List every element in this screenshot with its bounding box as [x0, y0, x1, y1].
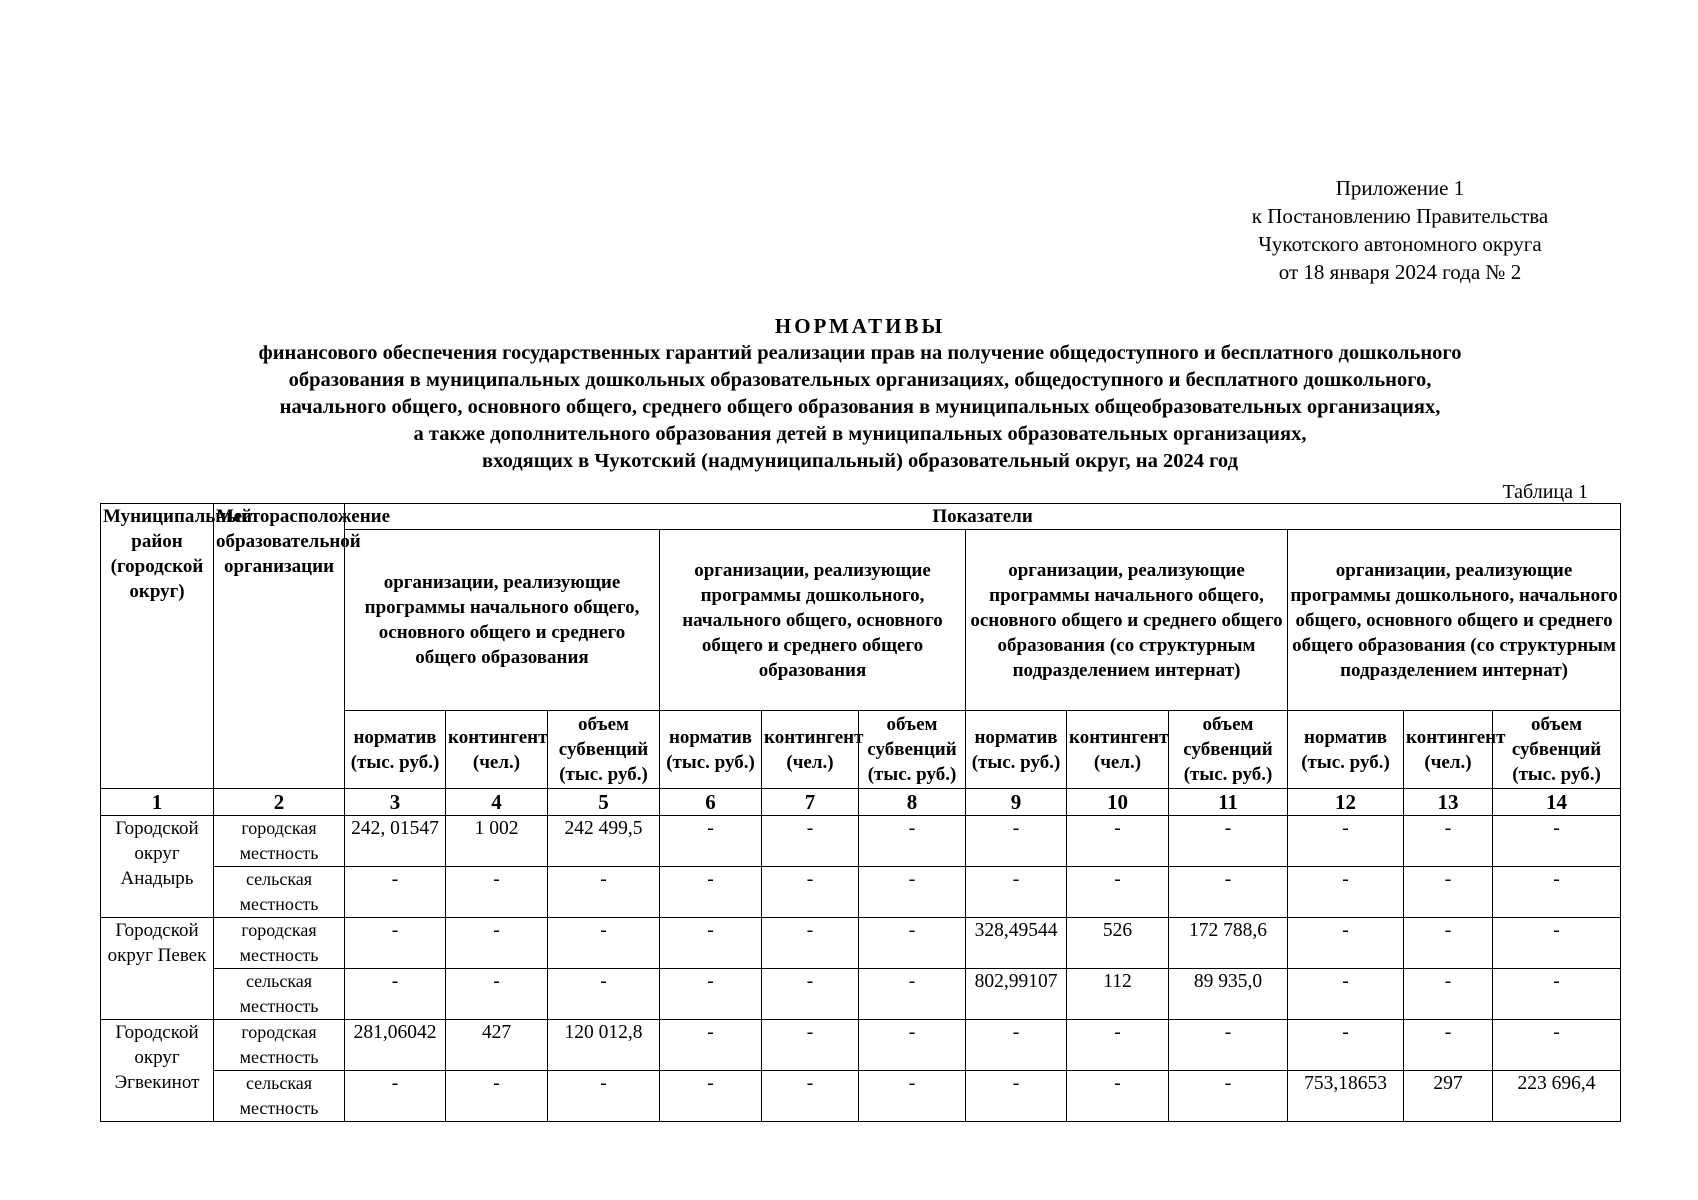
value-cell: -: [1404, 816, 1493, 867]
header-group: организации, реализующие программы начального общего, основного общего и среднего общего образования: [345, 530, 660, 711]
header-volume: объем субвенций (тыс. руб.): [1169, 711, 1288, 789]
header-norm: норматив (тыс. руб.): [345, 711, 446, 789]
value-cell: -: [660, 1071, 762, 1122]
table-row: [101, 1020, 1621, 1071]
value-cell: -: [762, 867, 859, 918]
header-contingent: контингент (чел.): [446, 711, 548, 789]
value-cell: -: [345, 969, 446, 1020]
value-cell: -: [660, 969, 762, 1020]
column-number: 14: [1493, 789, 1621, 816]
header-norm: норматив (тыс. руб.): [1288, 711, 1404, 789]
header-municipality: Муниципальный район (городской округ): [101, 504, 214, 789]
location-cell: сельская местность: [214, 1071, 345, 1122]
column-numbers-row: [101, 789, 1621, 816]
table-label: Таблица 1: [1502, 481, 1588, 503]
header-volume: объем субвенций (тыс. руб.): [859, 711, 966, 789]
value-cell: -: [762, 969, 859, 1020]
value-cell: -: [1288, 969, 1404, 1020]
value-cell: -: [345, 918, 446, 969]
value-cell: -: [1067, 816, 1169, 867]
value-cell: -: [859, 1020, 966, 1071]
value-cell: -: [859, 969, 966, 1020]
document-title: НОРМАТИВЫ: [774, 314, 946, 338]
value-cell: -: [859, 1071, 966, 1122]
value-cell: -: [859, 918, 966, 969]
appendix-line: к Постановлению Правительства: [1251, 204, 1549, 228]
header-group: организации, реализующие программы дошкольного, начального общего, основного общего и среднего общего образования (со структурным подразделением интернат): [1288, 530, 1621, 711]
value-cell: -: [548, 867, 660, 918]
header-contingent: контингент (чел.): [1067, 711, 1169, 789]
value-cell: 1 002: [446, 816, 548, 867]
value-cell: -: [966, 816, 1067, 867]
header-norm: норматив (тыс. руб.): [966, 711, 1067, 789]
value-cell: -: [966, 1020, 1067, 1071]
value-cell: -: [762, 816, 859, 867]
column-number: 4: [446, 789, 548, 816]
value-cell: 297: [1404, 1071, 1493, 1122]
value-cell: -: [1169, 867, 1288, 918]
value-cell: 172 788,6: [1169, 918, 1288, 969]
location-cell: городская местность: [214, 918, 345, 969]
value-cell: -: [1169, 816, 1288, 867]
value-cell: -: [1404, 867, 1493, 918]
value-cell: -: [660, 816, 762, 867]
column-number: 5: [548, 789, 660, 816]
value-cell: 427: [446, 1020, 548, 1071]
value-cell: 526: [1067, 918, 1169, 969]
header-norm: норматив (тыс. руб.): [660, 711, 762, 789]
column-number: 10: [1067, 789, 1169, 816]
value-cell: -: [548, 1071, 660, 1122]
norms-table: [100, 503, 1621, 1122]
column-number: 7: [762, 789, 859, 816]
column-number: 6: [660, 789, 762, 816]
column-number: 12: [1288, 789, 1404, 816]
location-cell: сельская местность: [214, 867, 345, 918]
value-cell: 802,99107: [966, 969, 1067, 1020]
value-cell: -: [762, 1071, 859, 1122]
value-cell: -: [1493, 816, 1621, 867]
value-cell: -: [446, 918, 548, 969]
table-row: [101, 867, 1621, 918]
municipality-cell: Городской округ Эгвекинот: [101, 1020, 214, 1122]
header-contingent: контингент (чел.): [762, 711, 859, 789]
value-cell: -: [1288, 867, 1404, 918]
value-cell: -: [446, 969, 548, 1020]
value-cell: -: [1067, 1071, 1169, 1122]
value-cell: -: [1493, 1020, 1621, 1071]
header-group: организации, реализующие программы начального общего, основного общего и среднего общего образования (со структурным подразделением интернат): [966, 530, 1288, 711]
value-cell: -: [1404, 969, 1493, 1020]
column-number: 1: [101, 789, 214, 816]
column-number: 2: [214, 789, 345, 816]
appendix-line: Приложение 1: [1335, 176, 1465, 200]
location-cell: городская местность: [214, 816, 345, 867]
value-cell: -: [1404, 918, 1493, 969]
municipality-cell: Городской округ Анадырь: [101, 816, 214, 918]
value-cell: -: [1288, 1020, 1404, 1071]
value-cell: -: [660, 867, 762, 918]
value-cell: -: [660, 1020, 762, 1071]
document-heading: [100, 313, 1620, 475]
column-number: 11: [1169, 789, 1288, 816]
municipality-cell: Городской округ Певек: [101, 918, 214, 1020]
table-row: [101, 969, 1621, 1020]
value-cell: 328,49544: [966, 918, 1067, 969]
value-cell: -: [345, 867, 446, 918]
location-cell: городская местность: [214, 1020, 345, 1071]
heading-line: начального общего, основного общего, среднего общего образования в муниципальных общеобразовательных организациях,: [279, 396, 1441, 418]
value-cell: -: [1288, 816, 1404, 867]
heading-line: образования в муниципальных дошкольных образовательных организациях, общедоступного и бесплатного дошкольного,: [288, 369, 1432, 391]
column-number: 9: [966, 789, 1067, 816]
value-cell: 112: [1067, 969, 1169, 1020]
value-cell: -: [1067, 1020, 1169, 1071]
value-cell: 242, 01547: [345, 816, 446, 867]
heading-line: входящих в Чукотский (надмуниципальный) образовательный округ, на 2024 год: [482, 450, 1238, 472]
value-cell: 223 696,4: [1493, 1071, 1621, 1122]
appendix-block: [1180, 174, 1620, 286]
value-cell: 89 935,0: [1169, 969, 1288, 1020]
table-row: [101, 1071, 1621, 1122]
value-cell: -: [762, 918, 859, 969]
value-cell: 753,18653: [1288, 1071, 1404, 1122]
value-cell: -: [762, 1020, 859, 1071]
value-cell: -: [966, 867, 1067, 918]
header-volume: объем субвенций (тыс. руб.): [548, 711, 660, 789]
value-cell: -: [1493, 918, 1621, 969]
appendix-line: от 18 января 2024 года № 2: [1278, 260, 1522, 284]
value-cell: -: [548, 918, 660, 969]
value-cell: -: [548, 969, 660, 1020]
heading-line: а также дополнительного образования детей в муниципальных образовательных организациях,: [413, 423, 1307, 445]
table-row: [101, 816, 1621, 867]
value-cell: -: [859, 816, 966, 867]
value-cell: -: [1169, 1020, 1288, 1071]
value-cell: 281,06042: [345, 1020, 446, 1071]
value-cell: -: [345, 1071, 446, 1122]
header-contingent: контингент (чел.): [1404, 711, 1493, 789]
value-cell: -: [1067, 867, 1169, 918]
value-cell: -: [966, 1071, 1067, 1122]
value-cell: 120 012,8: [548, 1020, 660, 1071]
appendix-line: Чукотского автономного округа: [1258, 232, 1542, 256]
header-indicators: Показатели: [345, 504, 1621, 530]
column-number: 3: [345, 789, 446, 816]
value-cell: -: [660, 918, 762, 969]
header-group: организации, реализующие программы дошкольного, начального общего, основного общего и среднего общего образования: [660, 530, 966, 711]
header-volume: объем субвенций (тыс. руб.): [1493, 711, 1621, 789]
location-cell: сельская местность: [214, 969, 345, 1020]
column-number: 8: [859, 789, 966, 816]
value-cell: -: [446, 1071, 548, 1122]
table-row: [101, 918, 1621, 969]
value-cell: -: [1493, 969, 1621, 1020]
value-cell: -: [1288, 918, 1404, 969]
value-cell: -: [446, 867, 548, 918]
value-cell: -: [859, 867, 966, 918]
value-cell: 242 499,5: [548, 816, 660, 867]
heading-line: финансового обеспечения государственных гарантий реализации прав на получение общедоступного и бесплатного дошкольного: [258, 342, 1462, 364]
column-number: 13: [1404, 789, 1493, 816]
value-cell: -: [1404, 1020, 1493, 1071]
value-cell: -: [1493, 867, 1621, 918]
value-cell: -: [1169, 1071, 1288, 1122]
header-location: Месторасположение образовательной организации: [214, 504, 345, 789]
